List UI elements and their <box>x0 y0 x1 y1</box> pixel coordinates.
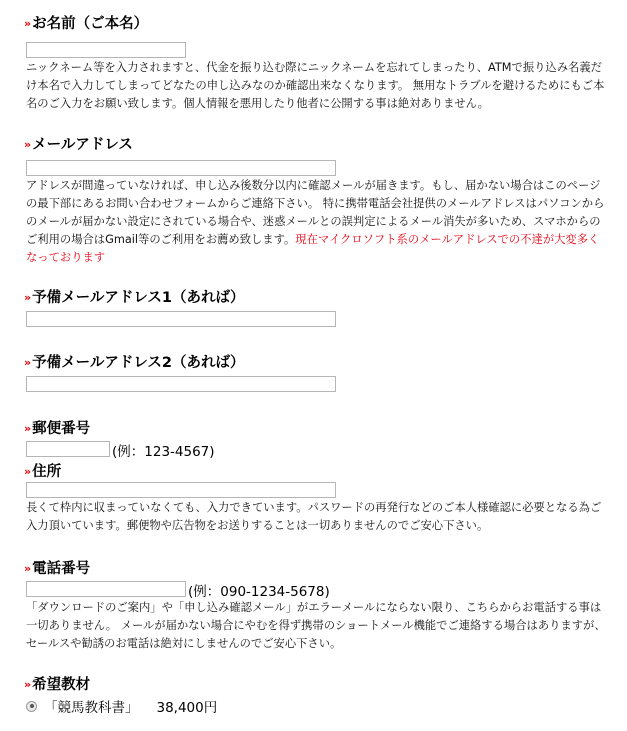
email-note-text: アドレスが間違っていなければ、申し込み後数分以内に確認メールが届きます。もし、届かない場合はこのページの最下部にあるお問い合わせフォームからご連絡下さい。 特に携帯電話会社提供のメールアドレスはパソコンからのメールが届かない設定にされている場合や、迷惑メールとの誤判定によるメール消失が多いため、スマホからのご利用の場合はGmail等のご利用をお薦め致します。 <box>26 179 605 246</box>
double-chevron-icon: » <box>24 678 29 691</box>
double-chevron-icon: » <box>24 562 29 575</box>
backup-email-2-label: » 予備メールアドレス2（あれば） <box>24 355 245 371</box>
material-option-price: 38,400円 <box>156 700 218 716</box>
double-chevron-icon: » <box>24 17 29 30</box>
address-input[interactable] <box>26 482 336 498</box>
address-label: » 住所 <box>24 464 62 480</box>
postal-example: (例：123-4567) <box>112 444 215 460</box>
address-note: 長くて枠内に収まっていなくても、入力できています。パスワードの再発行などのご本人様確認に必要となる為ご入力頂いています。郵便物や広告物をお送りすることは一切ありませんのでご安心下さい。 <box>26 501 602 532</box>
material-option[interactable] <box>26 696 217 716</box>
material-label: » 希望教材 <box>24 677 91 693</box>
email-label: » メールアドレス <box>24 137 133 153</box>
email-warning: 現在マイクロソフト系のメールアドレスでの不達が大変多くなっております <box>26 233 600 264</box>
backup-email-1-label: » 予備メールアドレス1（あれば） <box>24 290 245 306</box>
phone-label: » 電話番号 <box>24 561 91 577</box>
material-option-title: 「競馬教科書」 <box>44 700 139 716</box>
double-chevron-icon: » <box>24 465 29 478</box>
double-chevron-icon: » <box>24 291 29 304</box>
radio-selected-icon[interactable] <box>26 701 37 712</box>
backup-email-1-input[interactable] <box>26 311 336 327</box>
double-chevron-icon: » <box>24 138 29 151</box>
name-label: » お名前（ご本名） <box>24 16 149 32</box>
email-input[interactable] <box>26 160 336 176</box>
phone-example: (例：090-1234-5678) <box>188 584 330 600</box>
double-chevron-icon: » <box>24 356 29 369</box>
phone-note: 「ダウンロードのご案内」や「申し込み確認メール」がエラーメールにならない限り、こちらからお電話する事は一切ありません。 メールが届かない場合にやむを得ず携帯のショートメール機能でご連絡する場合はありますが、セールスや勧誘のお電話は絶対にしませんのでご安心下さい。 <box>26 601 606 650</box>
postal-input[interactable] <box>26 441 110 457</box>
double-chevron-icon: » <box>24 422 29 435</box>
postal-label: » 郵便番号 <box>24 421 91 437</box>
backup-email-2-input[interactable] <box>26 376 336 392</box>
name-input[interactable] <box>26 42 186 58</box>
email-note <box>26 177 608 267</box>
phone-input[interactable] <box>26 581 186 597</box>
name-note: ニックネーム等を入力されますと、代金を振り込む際にニックネームを忘れてしまったり、ATMで振り込み名義だけ本名で入力してしまってどなたの申し込みなのか確認出来なくなります。 無用なトラブルを避けるためにもご本名のご入力をお願い致します。個人情報を悪用したり他者に公開する事は絶対ありません。 <box>26 61 605 110</box>
